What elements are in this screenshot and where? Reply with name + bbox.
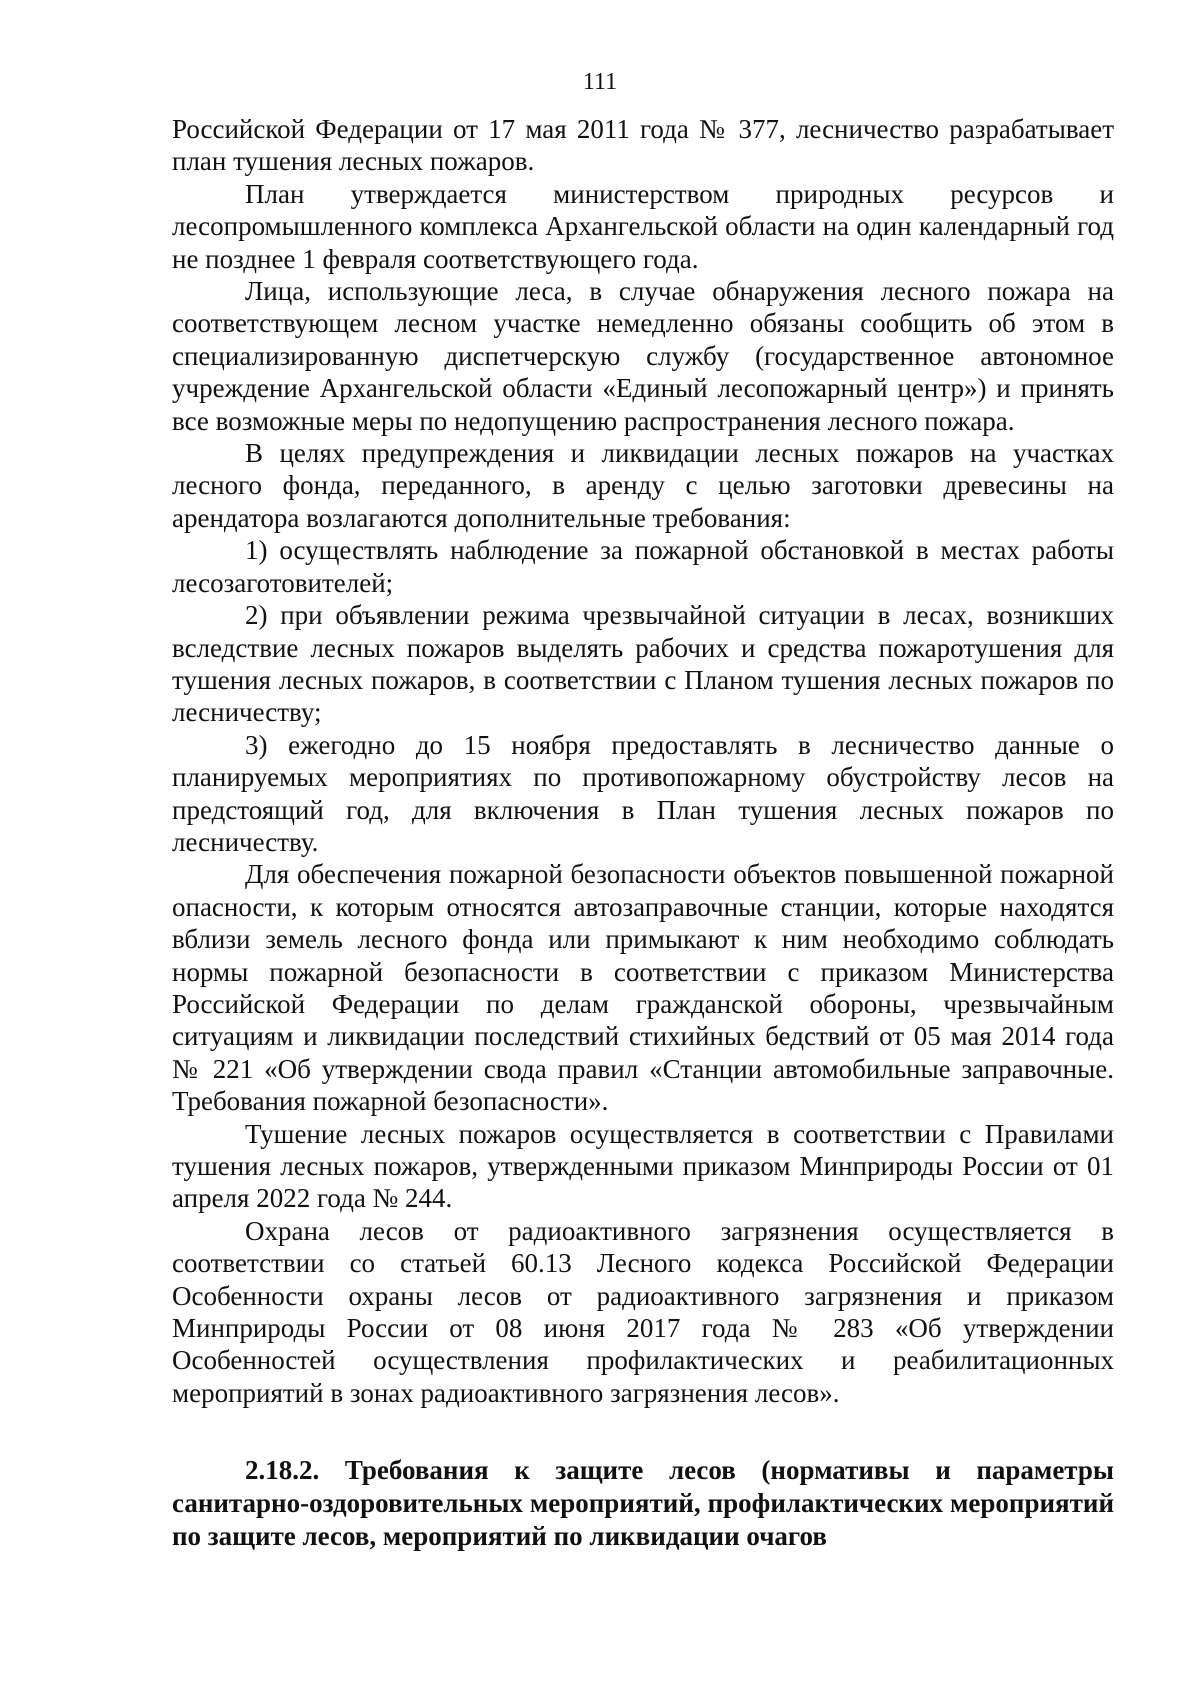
list-item-3: 3) ежегодно до 15 ноября предоставлять в лесничество данные о планируемых мероприятиях по противопожарному обустройству лесов на предстоящий год, для включения в План тушения лесных пожаров по лесничеству. [172, 729, 1114, 857]
list-item-2: 2) при объявлении режима чрезвычайной ситуации в лесах, возникших вследствие лесных пожаров выделять рабочих и средства пожаротушения для тушения лесных пожаров, в соответствии с Планом тушения лесных пожаров по лесничеству; [172, 600, 1114, 728]
document-body [172, 113, 1114, 1553]
paragraph-radioactive-protection: Охрана лесов от радиоактивного загрязнения осуществляется в соответствии со статьей 60.13 Лесного кодекса Российской Федерации Особенности охраны лесов от радиоактивного загрязнения и приказом Минприроды России от 08 июня 2017 года № 283 «Об утверждении Особенностей осуществления профилактических и реабилитационных мероприятий в зонах радиоактивного загрязнения лесов». [172, 1215, 1114, 1408]
paragraph-fire-safety-stations: Для обеспечения пожарной безопасности объектов повышенной пожарной опасности, к которым относятся автозаправочные станции, которые находятся вблизи земель лесного фонда или примыкают к ним необходимо соблюдать нормы пожарной безопасности в соответствии с приказом Министерства Российской Федерации по делам гражданской обороны, чрезвычайным ситуациям и ликвидации последствий стихийных бедствий от 05 мая 2014 года № 221 «Об утверждении свода правил «Станции автомобильные заправочные. Требования пожарной безопасности». [172, 859, 1114, 1117]
list-item-1: 1) осуществлять наблюдение за пожарной обстановкой в местах работы лесозаготовителей; [172, 535, 1114, 598]
paragraph-firefighting-rules: Тушение лесных пожаров осуществляется в соответствии с Правилами тушения лесных пожаров, утвержденными приказом Минприроды России от 01 апреля 2022 года № 244. [172, 1118, 1114, 1214]
page-number: 111 [582, 69, 618, 95]
paragraph-plan-approval: План утверждается министерством природных ресурсов и лесопромышленного комплекса Архангельской области на один календарный год не позднее 1 февраля соответствующего года. [172, 178, 1114, 274]
paragraph-lessee-requirements: В целях предупреждения и ликвидации лесных пожаров на участках лесного фонда, переданного, в аренду с целью заготовки древесины на арендатора возлагаются дополнительные требования: [172, 438, 1114, 533]
paragraph-forest-users: Лица, использующие леса, в случае обнаружения лесного пожара на соответствующем лесном участке немедленно обязаны сообщить об этом в специализированную диспетчерскую службу (государственное автономное учреждение Архангельской области «Единый лесопожарный центр») и принять все возможные меры по недопущению распространения лесного пожара. [172, 276, 1114, 436]
paragraph-continuation: Российской Федерации от 17 мая 2011 года № 377, лесничество разрабатывает план тушения лесных пожаров. [172, 114, 1114, 177]
section-heading: 2.18.2. Требования к защите лесов (нормативы и параметры санитарно-оздоровительных мероприятий, профилактических мероприятий по защите лесов, мероприятий по ликвидации очагов [172, 1455, 1114, 1552]
